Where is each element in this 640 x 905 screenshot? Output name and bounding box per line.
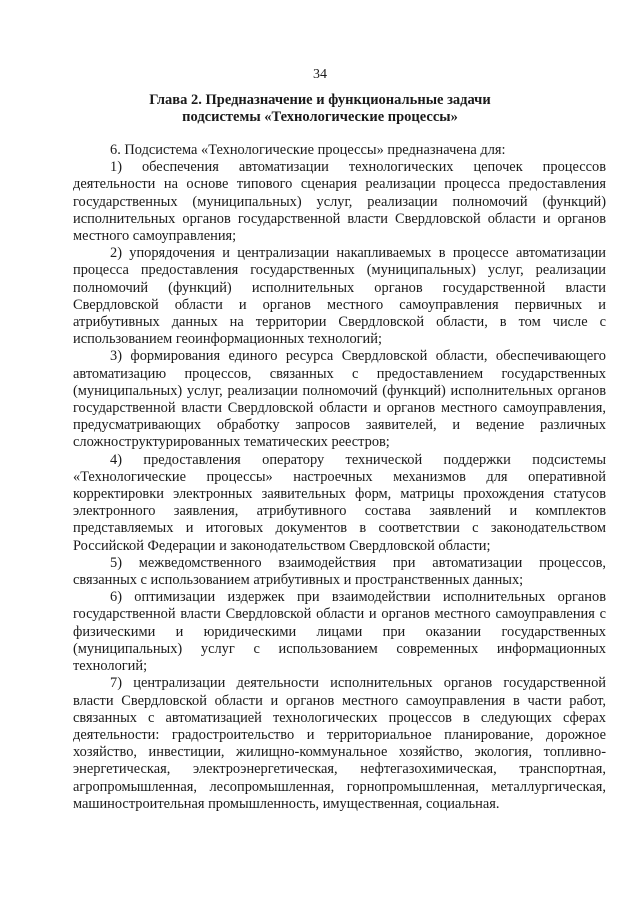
chapter-title — [100, 92, 540, 126]
chapter-title-line-1: Глава 2. Предназначение и функциональные задачи — [149, 92, 491, 108]
paragraph-item-1: 1) обеспечения автоматизации технологических цепочек процессов деятельности на основе типового сценария реализации процесса предоставления государственных (муниципальных) услуг, реализации полномочий (функций) исполнительных органов государственной власти Свердловской области и органов местного самоуправления; — [73, 159, 606, 245]
paragraph-item-5: 5) межведомственного взаимодействия при автоматизации процессов, связанных с использованием атрибутивных и пространственных данных; — [73, 554, 606, 589]
body-text — [73, 142, 606, 813]
paragraph-item-3: 3) формирования единого ресурса Свердловской области, обеспечивающего автоматизацию процессов, связанных с предоставлением государственных (муниципальных) услуг, реализации полномочий (функций) исполнительных органов государственной власти Свердловской области и органов местного самоуправления, предусматривающих обработку запросов заявителей, и ведение различных сложноструктурированных тематических реестров; — [73, 348, 606, 451]
page-number: 34 — [313, 67, 327, 82]
paragraph-item-7: 7) централизации деятельности исполнительных органов государственной власти Свердловской области и органов местного самоуправления в части работ, связанных с автоматизацией технологических процессов в следующих сферах деятельности: градостроительство и территориальное планирование, дорожное хозяйство, инвестиции, жилищно-коммунальное хозяйство, экология, топливно-энергетическая, электроэнергетическая, нефтегазохимическая, транспортная, агропромышленная, лесопромышленная, горнопромышленная, металлургическая, машиностроительная промышленность, имущественная, социальная. — [73, 675, 606, 812]
paragraph-intro: 6. Подсистема «Технологические процессы» предназначена для: — [110, 142, 506, 158]
paragraph-item-2: 2) упорядочения и централизации накапливаемых в процессе автоматизации процесса предоставления государственных (муниципальных) услуг, реализации полномочий (функций) исполнительных органов государственной власти Свердловской области и органов местного самоуправления первичных и атрибутивных данных на территории Свердловской области, в том числе с использованием геоинформационных технологий; — [73, 245, 606, 348]
paragraph-item-4: 4) предоставления оператору технической поддержки подсистемы «Технологические процессы» настроечных механизмов для оперативной корректировки электронных заявительных форм, матрицы прохождения статусов электронного заявления, атрибутивного состава заявлений и комплектов представляемых и итоговых документов в соответствии с законодательством Российской Федерации и законодательством Свердловской области; — [73, 451, 606, 554]
chapter-title-line-2: подсистемы «Технологические процессы» — [182, 109, 458, 125]
paragraph-item-6: 6) оптимизации издержек при взаимодействии исполнительных органов государственной власти Свердловской области и органов местного самоуправления с физическими и юридическими лицами при оказании государственных (муниципальных) услуг с использованием современных информационных технологий; — [73, 589, 606, 675]
